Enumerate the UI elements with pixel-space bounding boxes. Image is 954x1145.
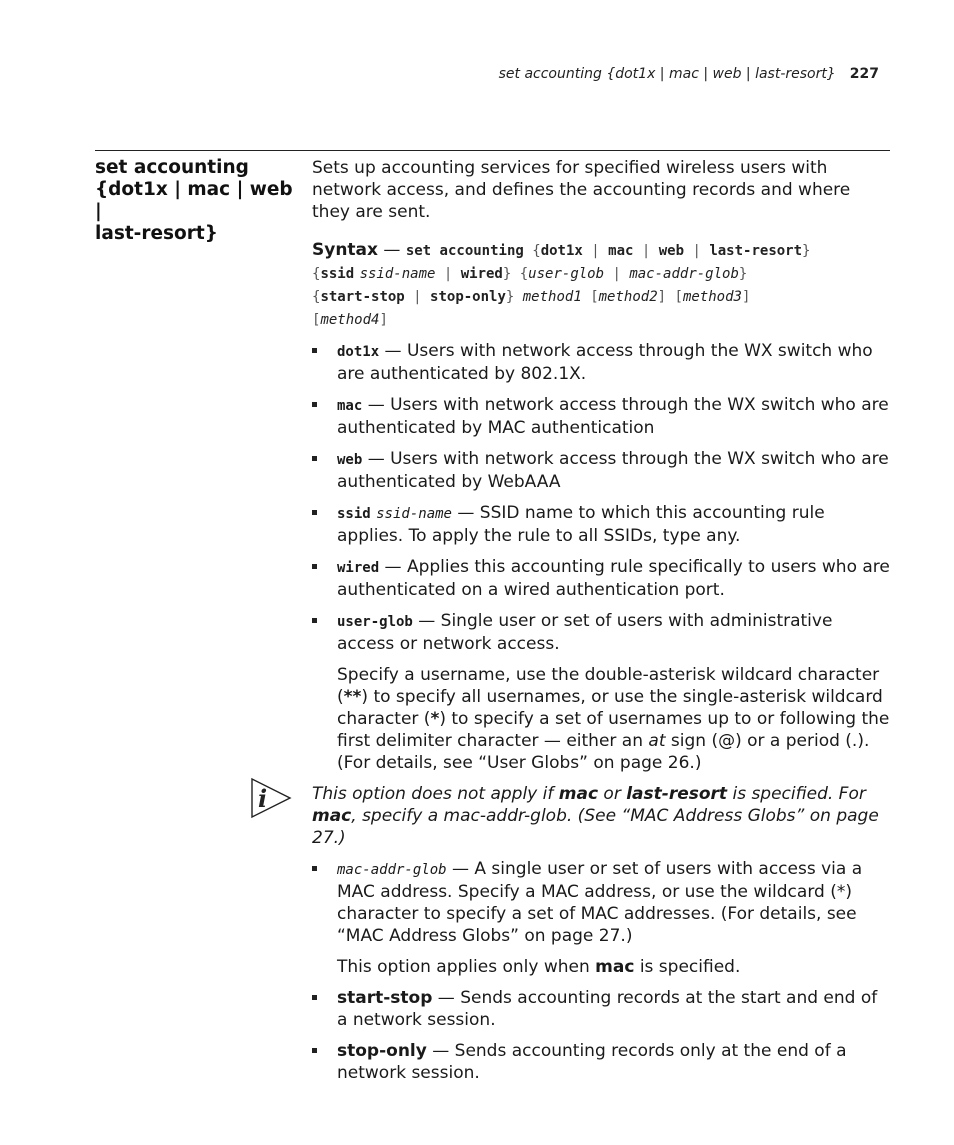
note-text: This option does not apply if [312,784,559,804]
note-keyword: mac [558,784,599,804]
note-keyword: mac [312,806,352,826]
param-description: — Single user or set of users with administrative access or network access. [337,611,833,654]
mac-addr-detail [312,956,892,978]
param-keyword: wired [337,560,380,576]
syntax-arg: method4 [320,312,380,328]
running-title: set accounting {dot1x | mac | web | last-resort} [498,66,836,82]
syntax-block: Syntax — set accounting {dot1x | mac | web | last-resort} {ssid ssid-name | wired} {user-glob | mac-addr-glob} {start-stop | stop-only} method1 [method2] [method3] [method4] [312,240,811,328]
bullet-icon [312,1048,317,1053]
page-number: 227 [849,66,879,82]
syntax-token: start-stop [320,289,405,305]
user-glob-detail [312,664,892,774]
list-item [312,394,892,439]
section-title-line: last-resort} [95,223,218,244]
parameter-list [312,987,892,1084]
info-note [258,783,892,849]
intro-paragraph: Sets up accounting services for specified wireless users with network access, and defines the accounting records and where they are sent. [312,158,851,222]
detail-text: This option applies only when [337,957,596,977]
info-icon [250,777,292,819]
param-keyword: web [337,452,363,468]
param-description: — Users with network access through the WX switch who are authenticated by MAC authentication [337,395,889,438]
bullet-icon [312,866,317,871]
param-keyword: stop-only [337,1041,427,1061]
note-text: , specify a mac-addr-glob. (See “MAC Address Globs” on page 27.) [312,806,879,848]
syntax-token: wired [460,266,503,282]
note-keyword: last-resort [626,784,728,804]
syntax-arg: mac-addr-glob [629,266,739,282]
syntax-token: ssid [320,266,355,282]
section-title-line: set accounting [95,157,249,178]
param-description: — Sends accounting records at the start and end of a network session. [337,988,878,1030]
syntax-token: dot1x [540,243,583,259]
list-item [312,610,892,655]
param-keyword: ssid [337,506,371,522]
param-description: — Applies this accounting rule specifically to users who are authenticated on a wired authentication port. [337,557,890,600]
syntax-arg: method3 [682,289,742,305]
note-text: is specified. For [727,784,866,804]
list-item [312,556,892,601]
section-title [95,157,295,245]
section-title-line: {dot1x | mac | web | [95,179,293,222]
list-item [312,340,892,385]
note-text: or [598,784,627,804]
list-item [312,1040,892,1084]
detail-keyword: mac [595,957,635,977]
param-keyword: mac [337,398,363,414]
param-keyword: start-stop [337,988,433,1008]
section-body [258,157,892,1093]
detail-text: Specify a username, use the double-asterisk wildcard character ( [337,665,880,707]
bullet-icon [312,995,317,1000]
single-asterisk: * [430,709,440,729]
syntax-arg: ssid-name [359,266,436,282]
syntax-command: set accounting [405,243,524,259]
svg-text:i: i [258,784,268,813]
parameter-list [312,858,892,947]
list-item [312,858,892,947]
detail-text: ) to specify a set of usernames up to or following the first delimiter character — either an [337,709,890,751]
bullet-icon [312,618,317,623]
syntax-label: Syntax [312,240,378,260]
running-header [499,66,879,82]
list-item [312,502,892,547]
param-keyword: mac-addr-glob [337,862,447,878]
param-description: — A single user or set of users with access via a MAC address. Specify a MAC address, or use the wildcard (*) character to specify a set of MAC addresses. (For details, see “MAC Address Globs” on page 27.) [337,859,863,946]
param-keyword: dot1x [337,344,380,360]
param-description: — SSID name to which this accounting rule applies. To apply the rule to all SSIDs, type any. [337,503,825,546]
double-asterisk: ** [343,687,362,707]
syntax-arg: user-glob [528,266,605,282]
syntax-token: mac [608,243,634,259]
syntax-token: web [658,243,685,259]
detail-text: ) to specify all usernames, or use the single-asterisk wildcard character ( [337,687,883,729]
param-keyword: user-glob [337,614,413,630]
section-rule [95,150,890,151]
syntax-token: last-resort [709,243,803,259]
syntax-token: stop-only [430,289,506,305]
param-description: — Sends accounting records only at the end of a network session. [337,1041,847,1083]
bullet-icon [312,348,317,353]
bullet-icon [312,456,317,461]
bullet-icon [312,564,317,569]
bullet-icon [312,510,317,515]
detail-text: sign (@) or a period (.). (For details, see “User Globs” on page 26.) [337,731,870,773]
detail-text: is specified. [634,957,741,977]
syntax-arg: method2 [598,289,658,305]
parameter-list [312,340,892,655]
bullet-icon [312,402,317,407]
list-item [312,448,892,493]
at-word: at [648,731,666,751]
param-argument: ssid-name [376,506,452,522]
syntax-dash: — [378,240,406,260]
syntax-arg: method1 [522,289,582,305]
list-item [312,987,892,1031]
param-description: — Users with network access through the WX switch who are authenticated by WebAAA [337,449,889,492]
param-description: — Users with network access through the WX switch who are authenticated by 802.1X. [337,341,873,384]
